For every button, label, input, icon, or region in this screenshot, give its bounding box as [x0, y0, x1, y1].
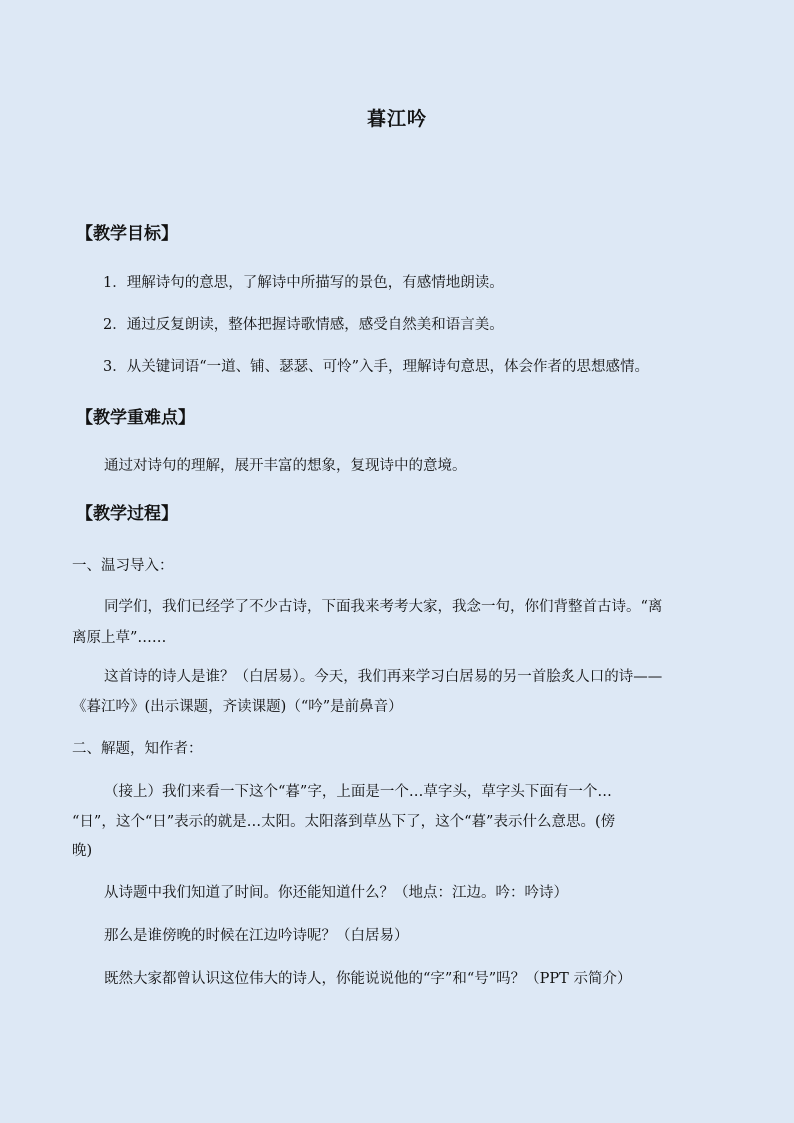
part1-paragraph-1-line-1: 同学们，我们已经学了不少古诗，下面我来考考大家，我念一句，你们背整首古诗。“离 — [104, 599, 663, 615]
part2-paragraph-4: 既然大家都曾认识这位伟大的诗人，你能说说他的“字”和“号”吗？（PPT 示简介） — [104, 971, 632, 987]
part2-paragraph-2: 从诗题中我们知道了时间。你还能知道什么？（地点：江边。吟：吟诗） — [104, 885, 568, 901]
page-title: 暮江吟 — [366, 108, 427, 130]
goal-item-2: 2．通过反复朗读，整体把握诗歌情感，感受自然美和语言美。 — [103, 317, 504, 333]
part1-heading: 一、温习导入： — [72, 558, 174, 574]
part2-paragraph-1-line-1: （接上）我们来看一下这个“暮”字，上面是一个…草字头，草字头下面有一个… — [104, 784, 612, 800]
part2-paragraph-1-line-2: “日”，这个“日”表示的就是…太阳。太阳落到草丛下了，这个“暮”表示什么意思。(傍 — [72, 814, 616, 830]
part1-paragraph-1-line-2: 离原上草”…… — [72, 630, 167, 646]
part1-paragraph-2-line-2: 《暮江吟》(出示课题，齐读课题)（“吟”是前鼻音） — [72, 699, 403, 715]
keypoints-heading: 【教学重难点】 — [76, 408, 195, 428]
keypoints-text: 通过对诗句的理解，展开丰富的想象，复现诗中的意境。 — [104, 458, 467, 474]
process-heading: 【教学过程】 — [76, 504, 178, 524]
goal-item-3: 3．从关键词语“一道、铺、瑟瑟、可怜”入手，理解诗句意思，体会作者的思想感情。 — [103, 359, 650, 375]
part2-paragraph-1-line-3: 晚) — [72, 843, 93, 859]
part2-paragraph-3: 那么是谁傍晚的时候在江边吟诗呢？（白居易） — [104, 928, 409, 944]
part1-paragraph-2-line-1: 这首诗的诗人是谁？（白居易）。今天，我们再来学习白居易的另一首脍炙人口的诗—— — [104, 669, 663, 685]
part2-heading: 二、解题，知作者： — [72, 741, 203, 757]
goals-heading: 【教学目标】 — [76, 224, 178, 244]
goal-item-1: 1．理解诗句的意思，了解诗中所描写的景色，有感情地朗读。 — [103, 275, 504, 291]
